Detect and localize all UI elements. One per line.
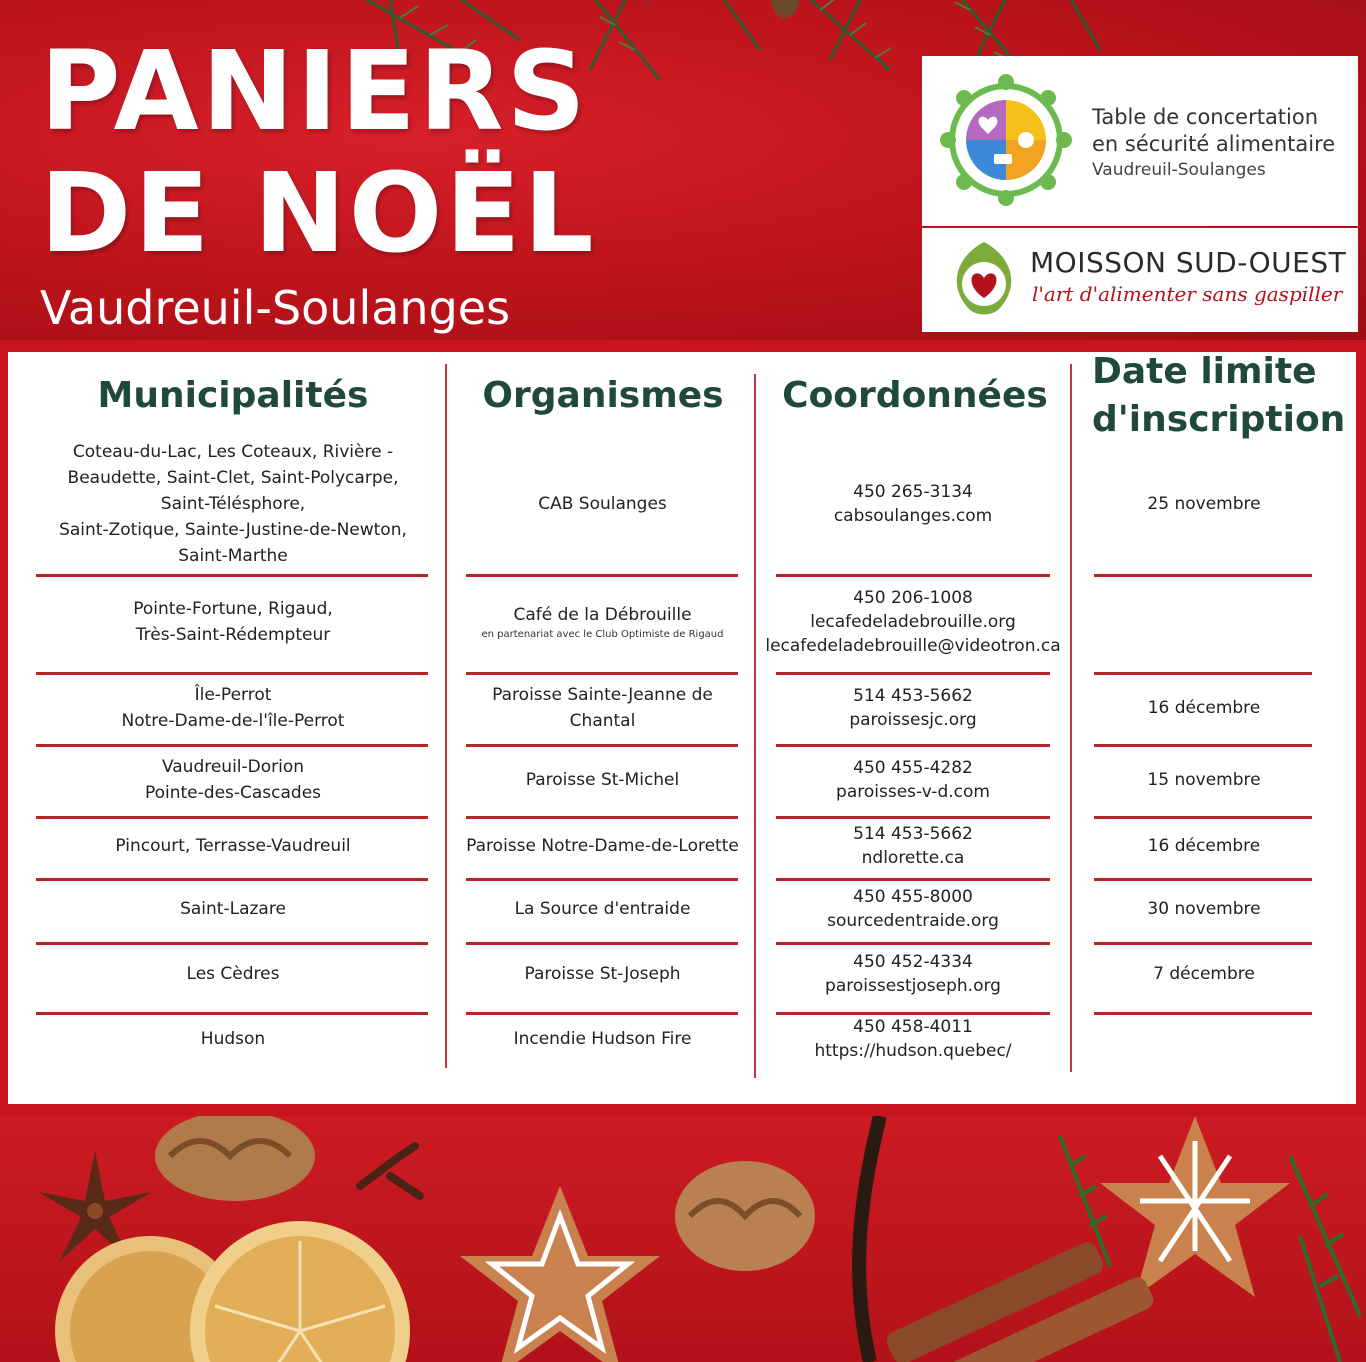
christmas-decor-illustration <box>0 1116 1366 1362</box>
municipalite-line: Les Cèdres <box>186 964 280 984</box>
row-divider <box>466 942 738 945</box>
row-divider <box>466 878 738 881</box>
cell-municipalites <box>28 574 438 670</box>
phone-number: 450 455-8000 <box>853 887 973 907</box>
row-divider <box>1094 672 1312 675</box>
table-logo-line-3: Vaudreuil-Soulanges <box>1092 160 1266 180</box>
date-value: 16 décembre <box>1147 836 1261 856</box>
pinecone-icon <box>771 0 799 18</box>
cell-coordonnees <box>760 880 1066 938</box>
phone-number: 514 453-5662 <box>853 824 973 844</box>
row-divider <box>466 672 738 675</box>
cell-municipalites <box>28 674 438 742</box>
municipalite-line: Pointe-Fortune, Rigaud, <box>133 599 333 619</box>
food-security-circle-icon <box>936 70 1076 210</box>
cell-coordonnees <box>760 944 1066 1004</box>
cell-coordonnees <box>760 746 1066 814</box>
contact-link[interactable]: paroisses-v-d.com <box>836 782 990 802</box>
date-value: 16 décembre <box>1147 698 1261 718</box>
cell-date-limite <box>1084 880 1324 938</box>
cell-municipalites <box>28 430 438 578</box>
cell-coordonnees <box>760 574 1066 670</box>
row-divider <box>36 816 428 819</box>
phone-number: 450 206-1008 <box>853 588 973 608</box>
row-divider <box>776 878 1050 881</box>
row-divider <box>776 1012 1050 1015</box>
cell-organisme <box>460 430 745 578</box>
gingerbread-star-icon <box>460 1186 660 1362</box>
column-divider <box>445 364 447 1068</box>
cell-municipalites <box>28 1010 438 1068</box>
title-line-2: DE NOËL <box>40 149 597 277</box>
phone-number: 450 265-3134 <box>853 482 973 502</box>
phone-number: 450 452-4334 <box>853 952 973 972</box>
organisme-name: Paroisse St-Joseph <box>524 964 681 984</box>
row-divider <box>776 574 1050 577</box>
date-value: 30 novembre <box>1147 899 1261 919</box>
municipalite-line: Hudson <box>200 1029 266 1049</box>
municipalite-line: Saint-Zotique, Sainte-Justine-de-Newton, <box>59 520 407 540</box>
title-line-1: PANIERS <box>40 27 589 155</box>
region-subtitle: Vaudreuil-Soulanges <box>40 281 511 335</box>
organisme-name: Incendie Hudson Fire <box>513 1029 692 1049</box>
cell-organisme <box>460 674 745 742</box>
row-divider <box>466 744 738 747</box>
cell-date-limite <box>1084 574 1324 670</box>
date-value: 15 novembre <box>1147 770 1261 790</box>
phone-number: 450 455-4282 <box>853 758 973 778</box>
table-logo-line-1: Table de concertation <box>1092 105 1319 129</box>
row-divider <box>466 816 738 819</box>
cell-date-limite <box>1084 746 1324 814</box>
municipalite-line: Saint-Télésphore, <box>160 494 306 514</box>
gingerbread-star-icon <box>1100 1116 1290 1297</box>
cell-date-limite <box>1084 1010 1324 1068</box>
cell-date-limite <box>1084 944 1324 1004</box>
row-divider <box>466 1012 738 1015</box>
cell-organisme <box>460 1010 745 1068</box>
row-divider <box>36 942 428 945</box>
organisme-name: Café de la Débrouille <box>513 605 692 625</box>
municipalite-line: Coteau-du-Lac, Les Coteaux, Rivière - <box>72 442 394 462</box>
table-concertation-logo <box>922 56 1358 226</box>
header-date-line-2: d'inscription <box>1092 399 1346 440</box>
row-divider <box>1094 1012 1312 1015</box>
cell-municipalites <box>28 880 438 938</box>
contact-link[interactable]: cabsoulanges.com <box>833 506 993 526</box>
row-divider <box>36 574 428 577</box>
municipalite-line: Saint-Lazare <box>180 899 286 919</box>
header-date-line-1: Date limite <box>1092 351 1317 392</box>
column-divider <box>1070 364 1072 1072</box>
table-logo-line-2: en sécurité alimentaire <box>1092 132 1336 156</box>
header-municipalites: Municipalités <box>97 375 369 416</box>
cell-organisme <box>460 746 745 814</box>
cell-organisme <box>460 944 745 1004</box>
column-divider <box>754 374 756 1078</box>
cell-municipalites <box>28 746 438 814</box>
contact-link[interactable]: lecafedeladebrouille.org <box>810 612 1016 632</box>
municipalite-line: Pointe-des-Cascades <box>144 783 322 803</box>
municipalite-line: Très-Saint-Rédempteur <box>135 625 331 645</box>
header-coordonnees: Coordonnées <box>782 375 1048 416</box>
row-divider <box>36 878 428 881</box>
row-divider <box>776 672 1050 675</box>
contact-link[interactable]: https://hudson.quebec/ <box>814 1041 1012 1061</box>
municipalite-line: Vaudreuil-Dorion <box>161 757 305 777</box>
cell-date-limite <box>1084 674 1324 742</box>
phone-number: 450 458-4011 <box>853 1017 973 1037</box>
municipalite-line: Beaudette, Saint-Clet, Saint-Polycarpe, <box>67 468 399 488</box>
cell-date-limite <box>1084 818 1324 874</box>
row-divider <box>776 942 1050 945</box>
cinnamon-sticks-icon <box>884 1239 1157 1362</box>
row-divider <box>776 816 1050 819</box>
municipalite-line: Notre-Dame-de-l'île-Perrot <box>121 711 345 731</box>
header-organismes: Organismes <box>482 375 724 416</box>
cell-coordonnees <box>760 674 1066 742</box>
row-divider <box>36 672 428 675</box>
organisme-name: CAB Soulanges <box>538 494 667 514</box>
municipalite-line: Saint-Marthe <box>178 546 288 566</box>
moisson-sud-ouest-logo <box>922 228 1358 332</box>
organisme-name: Paroisse Notre-Dame-de-Lorette <box>466 836 739 856</box>
row-divider <box>1094 574 1312 577</box>
cell-coordonnees <box>760 818 1066 874</box>
contact-link[interactable]: paroissestjoseph.org <box>825 976 1001 996</box>
contact-link[interactable]: ndlorette.ca <box>861 848 965 868</box>
cell-coordonnees <box>760 1010 1066 1068</box>
row-divider <box>1094 816 1312 819</box>
page-title <box>40 27 597 277</box>
row-divider <box>1094 942 1312 945</box>
clove-icon <box>360 1146 420 1196</box>
contact-link[interactable]: lecafedeladebrouille@videotron.ca <box>765 636 1061 656</box>
contact-link[interactable]: paroissesjc.org <box>849 710 977 730</box>
moisson-name: MOISSON SUD-OUEST <box>1030 246 1347 279</box>
cell-municipalites <box>28 944 438 1004</box>
phone-number: 514 453-5662 <box>853 686 973 706</box>
cell-organisme <box>460 818 745 874</box>
baskets-table <box>8 352 1356 1104</box>
moisson-tagline: l'art d'alimenter sans gaspiller <box>1032 282 1343 306</box>
row-divider <box>36 744 428 747</box>
cell-coordonnees <box>760 430 1066 578</box>
date-value: 7 décembre <box>1153 964 1255 984</box>
row-divider <box>1094 744 1312 747</box>
organisme-name: Paroisse Sainte-Jeanne de Chantal <box>492 685 713 731</box>
heart-leaf-icon <box>944 238 1024 318</box>
cell-organisme <box>460 574 745 670</box>
row-divider <box>776 744 1050 747</box>
table-logo-text <box>1092 104 1335 158</box>
walnut-icon <box>155 1116 315 1201</box>
organisme-name: Paroisse St-Michel <box>525 770 680 790</box>
organisme-name: La Source d'entraide <box>514 899 691 919</box>
row-divider <box>1094 878 1312 881</box>
municipalite-line: Pincourt, Terrasse-Vaudreuil <box>115 836 351 856</box>
row-divider <box>466 574 738 577</box>
date-value: 25 novembre <box>1147 494 1261 514</box>
organisme-note: en partenariat avec le Club Optimiste de Rigaud <box>481 629 724 640</box>
cell-date-limite <box>1084 430 1324 578</box>
municipalite-line: Île-Perrot <box>194 685 272 705</box>
christmas-spices-photo <box>0 1116 1366 1362</box>
cell-municipalites <box>28 818 438 874</box>
cell-organisme <box>460 880 745 938</box>
contact-link[interactable]: sourcedentraide.org <box>827 911 999 931</box>
vanilla-pod-icon <box>859 1116 880 1362</box>
row-divider <box>36 1012 428 1015</box>
